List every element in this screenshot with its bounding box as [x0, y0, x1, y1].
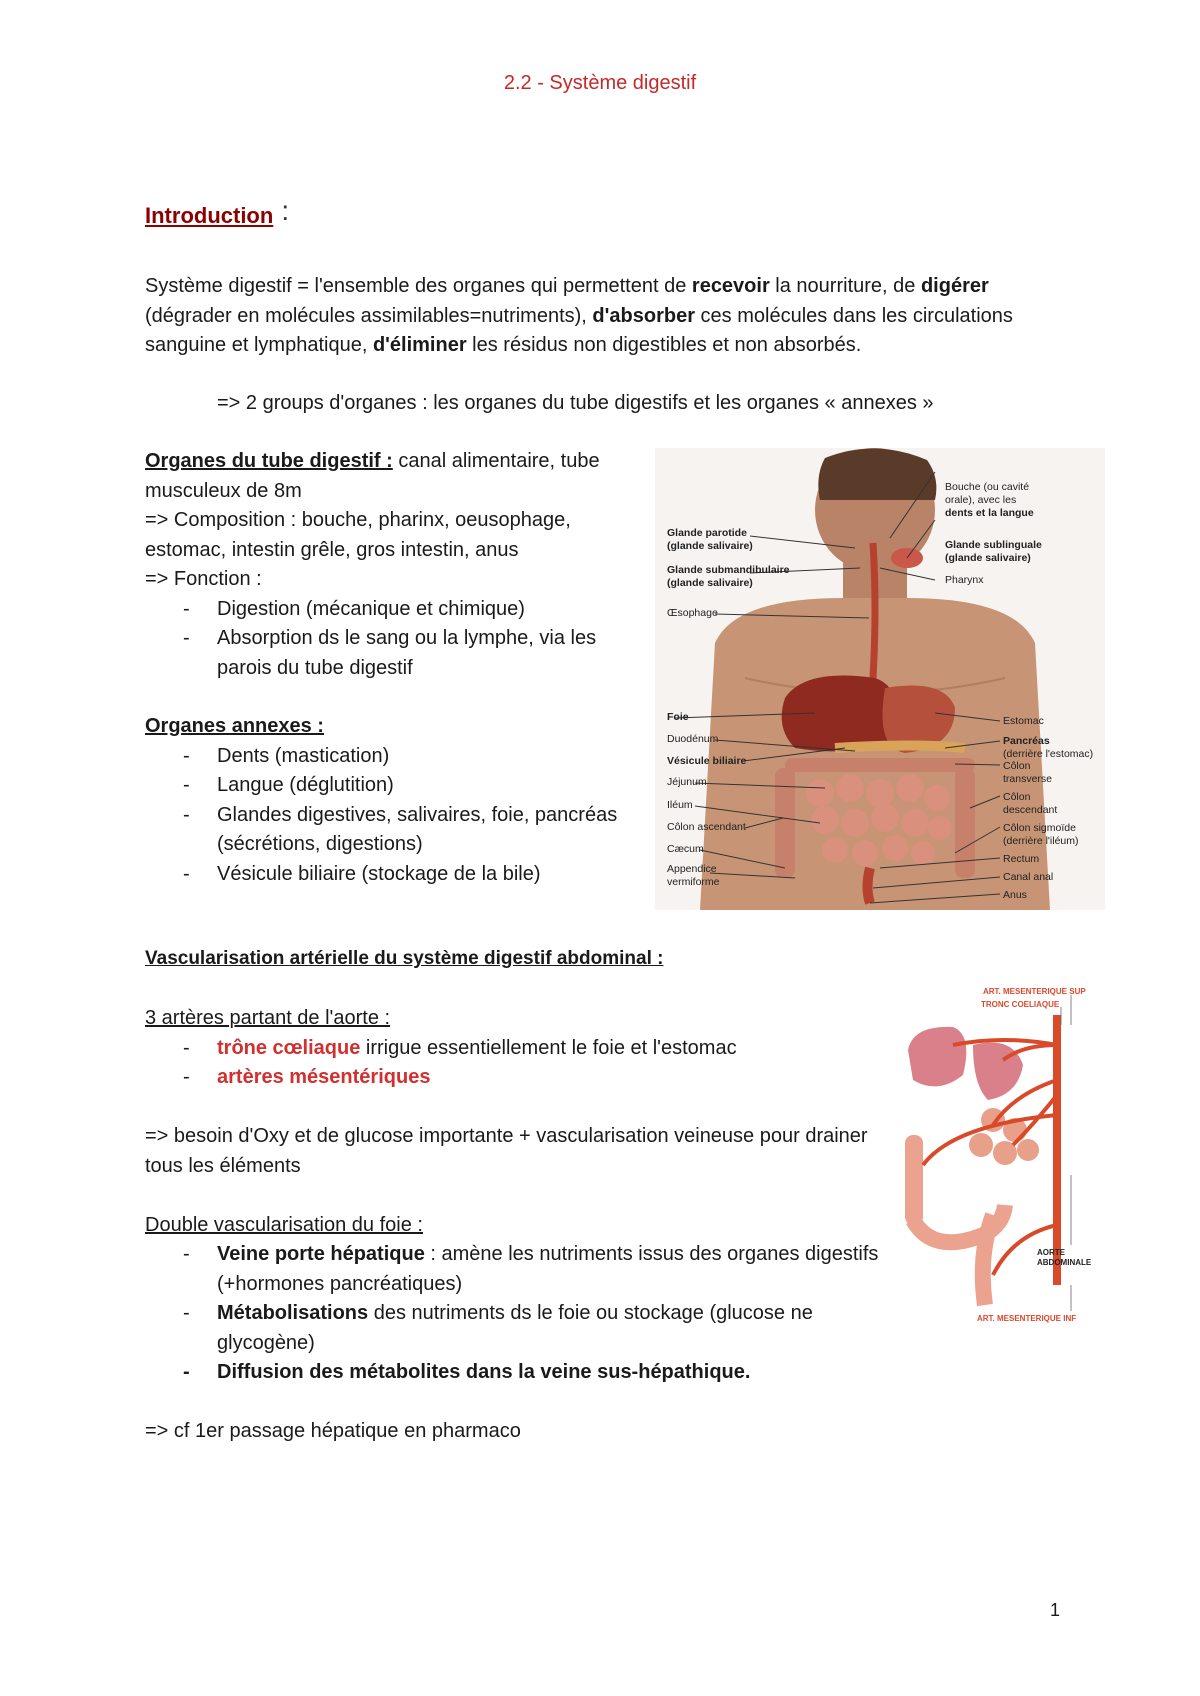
label-pancreas-2: (derrière l'estomac) — [1003, 748, 1094, 760]
label-submandibulaire-2: (glande salivaire) — [667, 577, 753, 589]
label-colon-sigmoide-2: (derrière l'iléum) — [1003, 835, 1079, 847]
list-item — [145, 742, 625, 772]
svg-text:transverse — [1003, 773, 1052, 785]
intro-heading-colon: : — [281, 195, 290, 226]
label-bouche-2: orale), avec les — [945, 494, 1017, 506]
annexes-item: Langue (déglutition) — [217, 774, 394, 796]
label-oesophage: Œsophage — [667, 607, 718, 619]
svg-text:TRONC COELIAQUE — [981, 1000, 1060, 1009]
svg-text:orale), avec les — [945, 494, 1016, 506]
tube-heading-line — [145, 447, 625, 506]
list-dash: - — [183, 1361, 190, 1383]
label-colon-descendant-1: Côlon — [1003, 791, 1031, 803]
svg-text:Anus — [1003, 889, 1027, 901]
label-canal-anal: Canal anal — [1003, 871, 1054, 883]
list-item — [145, 771, 625, 801]
label-appendice-1: Appendice — [667, 863, 717, 875]
list-dash: - — [183, 862, 190, 885]
svg-text:Iléum — [667, 799, 693, 811]
svg-text:Pharynx — [945, 574, 984, 586]
label-ileum: Iléum — [667, 799, 693, 811]
vasc-subheading-foie: Double vascularisation du foie : — [145, 1213, 423, 1236]
intro-text-b: la nourriture, de — [769, 275, 921, 297]
label-submandibulaire-1: Glande submandibulaire — [667, 564, 790, 576]
list-dash: - — [183, 774, 190, 796]
svg-text:Côlon sigmoïde — [1003, 822, 1076, 834]
label-colon-ascendant: Côlon ascendant — [667, 821, 746, 833]
list-item — [145, 1358, 885, 1388]
intro-bold-eliminer: d'éliminer — [372, 334, 467, 356]
label-colon-descendant-2: descendant — [1003, 804, 1058, 816]
svg-text:Canal anal — [1003, 871, 1053, 883]
list-dash: - — [183, 1066, 190, 1088]
svg-text:(glande salivaire) — [945, 552, 1031, 564]
svg-text:(derrière l'estomac) — [1003, 748, 1093, 760]
digestive-system-figure — [655, 448, 1105, 910]
tube-heading: Organes du tube digestif : — [145, 450, 393, 472]
label-pharynx: Pharynx — [945, 574, 984, 586]
svg-text:Côlon ascendant — [667, 821, 746, 833]
vasc-subheading-arteres: 3 artères partant de l'aorte : — [145, 1007, 391, 1029]
svg-text:ART. MESENTERIQUE INF — [977, 1314, 1076, 1323]
vasc-tronc-text: irrigue essentiellement le foie et l'estomac — [360, 1036, 737, 1059]
svg-text:Appendice — [667, 863, 717, 875]
list-dash: - — [183, 803, 190, 826]
list-item — [145, 801, 625, 860]
svg-text:Bouche (ou cavité — [945, 481, 1029, 493]
intro-bold-recevoir: recevoir — [691, 275, 770, 297]
list-item — [145, 624, 625, 683]
svg-text:Estomac — [1003, 715, 1044, 727]
label-jejunum: Jéjunum — [667, 776, 707, 788]
label-colon-transverse-1: Côlon — [1003, 760, 1031, 772]
label-foie: Foie — [667, 711, 689, 723]
list-item — [145, 860, 625, 890]
vasc-veine-porte: Veine porte hépatique — [217, 1243, 425, 1265]
svg-text:Vésicule biliaire — [667, 755, 747, 767]
intro-text-c: (dégrader en molécules assimilables=nutriments), — [145, 304, 593, 327]
label-vesicule: Vésicule biliaire — [667, 755, 747, 767]
label-mes-inf: ART. MESENTERIQUE INF — [977, 1314, 1077, 1323]
vasc-cf: => cf 1er passage hépatique en pharmaco — [145, 1420, 521, 1442]
annexes-item: Glandes digestives, salivaires, foie, pancréas (sécrétions, digestions) — [217, 803, 618, 855]
vasc-tronc-coeliaque: trône cœliaque — [217, 1036, 361, 1059]
svg-text:AORTE — [1037, 1248, 1066, 1257]
label-rectum: Rectum — [1003, 853, 1040, 865]
svg-text:Glande sublinguale — [945, 539, 1042, 551]
intro-text-d: ces molécules dans les circulations sanguine et lymphatique, — [145, 304, 1013, 356]
list-item — [145, 595, 625, 625]
label-estomac: Estomac — [1003, 715, 1044, 727]
vasc-diffusion: Diffusion des métabolites dans la veine sus-hépathique. — [217, 1361, 751, 1383]
svg-text:ART. MESENTERIQUE SUP — [983, 987, 1086, 996]
intro-bold-digerer: digérer — [920, 275, 989, 297]
aorta — [1053, 1015, 1061, 1285]
annexes-section — [145, 712, 625, 889]
svg-text:dents et la langue — [945, 507, 1034, 519]
label-appendice-2: vermiforme — [667, 876, 720, 888]
vasc-heading: Vascularisation artérielle du système digestif abdominal : — [145, 948, 664, 969]
list-dash: - — [183, 744, 190, 767]
vasc-metabolisations-text: des nutriments ds le foie ou stockage (glucose ne glycogène) — [217, 1302, 813, 1354]
intro-paragraph — [145, 272, 1065, 361]
vasc-metabolisations: Métabolisations — [217, 1302, 369, 1324]
svg-text:Glande submandibulaire — [667, 564, 790, 576]
svg-text:Foie — [667, 711, 689, 723]
svg-text:Pancréas — [1003, 735, 1050, 747]
vasc-veine-porte-text: : amène les nutriments issus des organes digestifs (+hormones pancréatiques) — [217, 1243, 879, 1295]
svg-text:Duodénum — [667, 733, 719, 745]
svg-text:Jéjunum — [667, 776, 707, 788]
page-title: 2.2 - Système digestif — [503, 72, 697, 94]
list-item — [145, 1034, 885, 1064]
list-dash: - — [183, 627, 190, 649]
label-sublinguale-2: (glande salivaire) — [945, 552, 1031, 564]
vascularisation-figure — [893, 985, 1105, 1325]
label-parotide-1: Glande parotide — [667, 527, 747, 539]
svg-text:Rectum — [1003, 853, 1039, 865]
intro-text-e: les résidus non digestibles et non absorbés. — [466, 334, 862, 356]
label-pancreas-1: Pancréas — [1003, 735, 1050, 747]
svg-text:ABDOMINALE — [1037, 1258, 1092, 1267]
label-parotide-2: (glande salivaire) — [667, 540, 753, 552]
label-colon-sigmoide-1: Côlon sigmoïde — [1003, 822, 1076, 834]
svg-text:descendant — [1003, 804, 1057, 816]
list-item — [145, 1063, 885, 1093]
label-aorte-1: AORTE — [1037, 1248, 1065, 1257]
intro-heading — [145, 195, 290, 230]
svg-text:vermiforme — [667, 876, 720, 888]
label-aorte-2: ABDOMINALE — [1037, 1258, 1092, 1267]
annexes-heading: Organes annexes : — [145, 715, 324, 737]
tube-section — [145, 447, 625, 683]
svg-text:Côlon — [1003, 760, 1031, 772]
svg-text:Glande parotide — [667, 527, 747, 539]
list-dash: - — [183, 597, 190, 620]
intro-arrow-line: => 2 groups d'organes : les organes du tube digestifs et les organes « annexes » — [217, 392, 934, 414]
label-sublinguale-1: Glande sublinguale — [945, 539, 1042, 551]
tube-composition: => Composition : bouche, pharinx, oeusophage, estomac, intestin grêle, gros intestin, anus — [145, 509, 571, 561]
label-duodenum: Duodénum — [667, 733, 719, 745]
vasc-section — [145, 1004, 885, 1447]
tube-heading-rest: canal alimentaire, tube musculeux de 8m — [145, 450, 600, 502]
label-bouche-1: Bouche (ou cavité — [945, 481, 1030, 493]
label-caecum: Cæcum — [667, 843, 704, 855]
intro-bold-absorber: d'absorber — [592, 304, 695, 327]
page-number: 1 — [1049, 1600, 1060, 1620]
svg-text:(derrière l'iléum) — [1003, 835, 1079, 847]
label-mes-sup: ART. MESENTERIQUE SUP — [983, 987, 1086, 996]
label-anus: Anus — [1003, 889, 1027, 901]
svg-text:Cæcum — [667, 843, 704, 855]
tube-item-absorption: Absorption ds le sang ou la lymphe, via les parois du tube digestif — [217, 627, 597, 679]
vasc-besoin: => besoin d'Oxy et de glucose importante + vascularisation veineuse pour drainer tous les éléments — [145, 1125, 868, 1177]
list-item — [145, 1299, 885, 1358]
svg-text:(glande salivaire) — [667, 577, 753, 589]
svg-text:(glande salivaire) — [667, 540, 753, 552]
label-colon-transverse-2: transverse — [1003, 773, 1053, 785]
list-item — [145, 1240, 885, 1299]
label-bouche-3: dents et la langue — [945, 507, 1034, 519]
list-dash: - — [183, 1036, 190, 1059]
intro-heading-text: Introduction — [145, 203, 274, 228]
tube-item-digestion: Digestion (mécanique et chimique) — [217, 597, 525, 620]
list-dash: - — [183, 1243, 190, 1265]
list-dash: - — [183, 1302, 190, 1324]
label-tronc: TRONC COELIAQUE — [981, 1000, 1060, 1009]
annexes-item: Vésicule biliaire (stockage de la bile) — [217, 862, 541, 885]
intro-text-a: Système digestif = l'ensemble des organes qui permettent de — [145, 275, 692, 297]
svg-text:Côlon — [1003, 791, 1031, 803]
svg-text:Œsophage — [667, 607, 718, 619]
annexes-item: Dents (mastication) — [217, 744, 390, 767]
vasc-arteres-mesenteriques: artères mésentériques — [217, 1066, 431, 1088]
tube-fonction: => Fonction : — [145, 568, 262, 590]
